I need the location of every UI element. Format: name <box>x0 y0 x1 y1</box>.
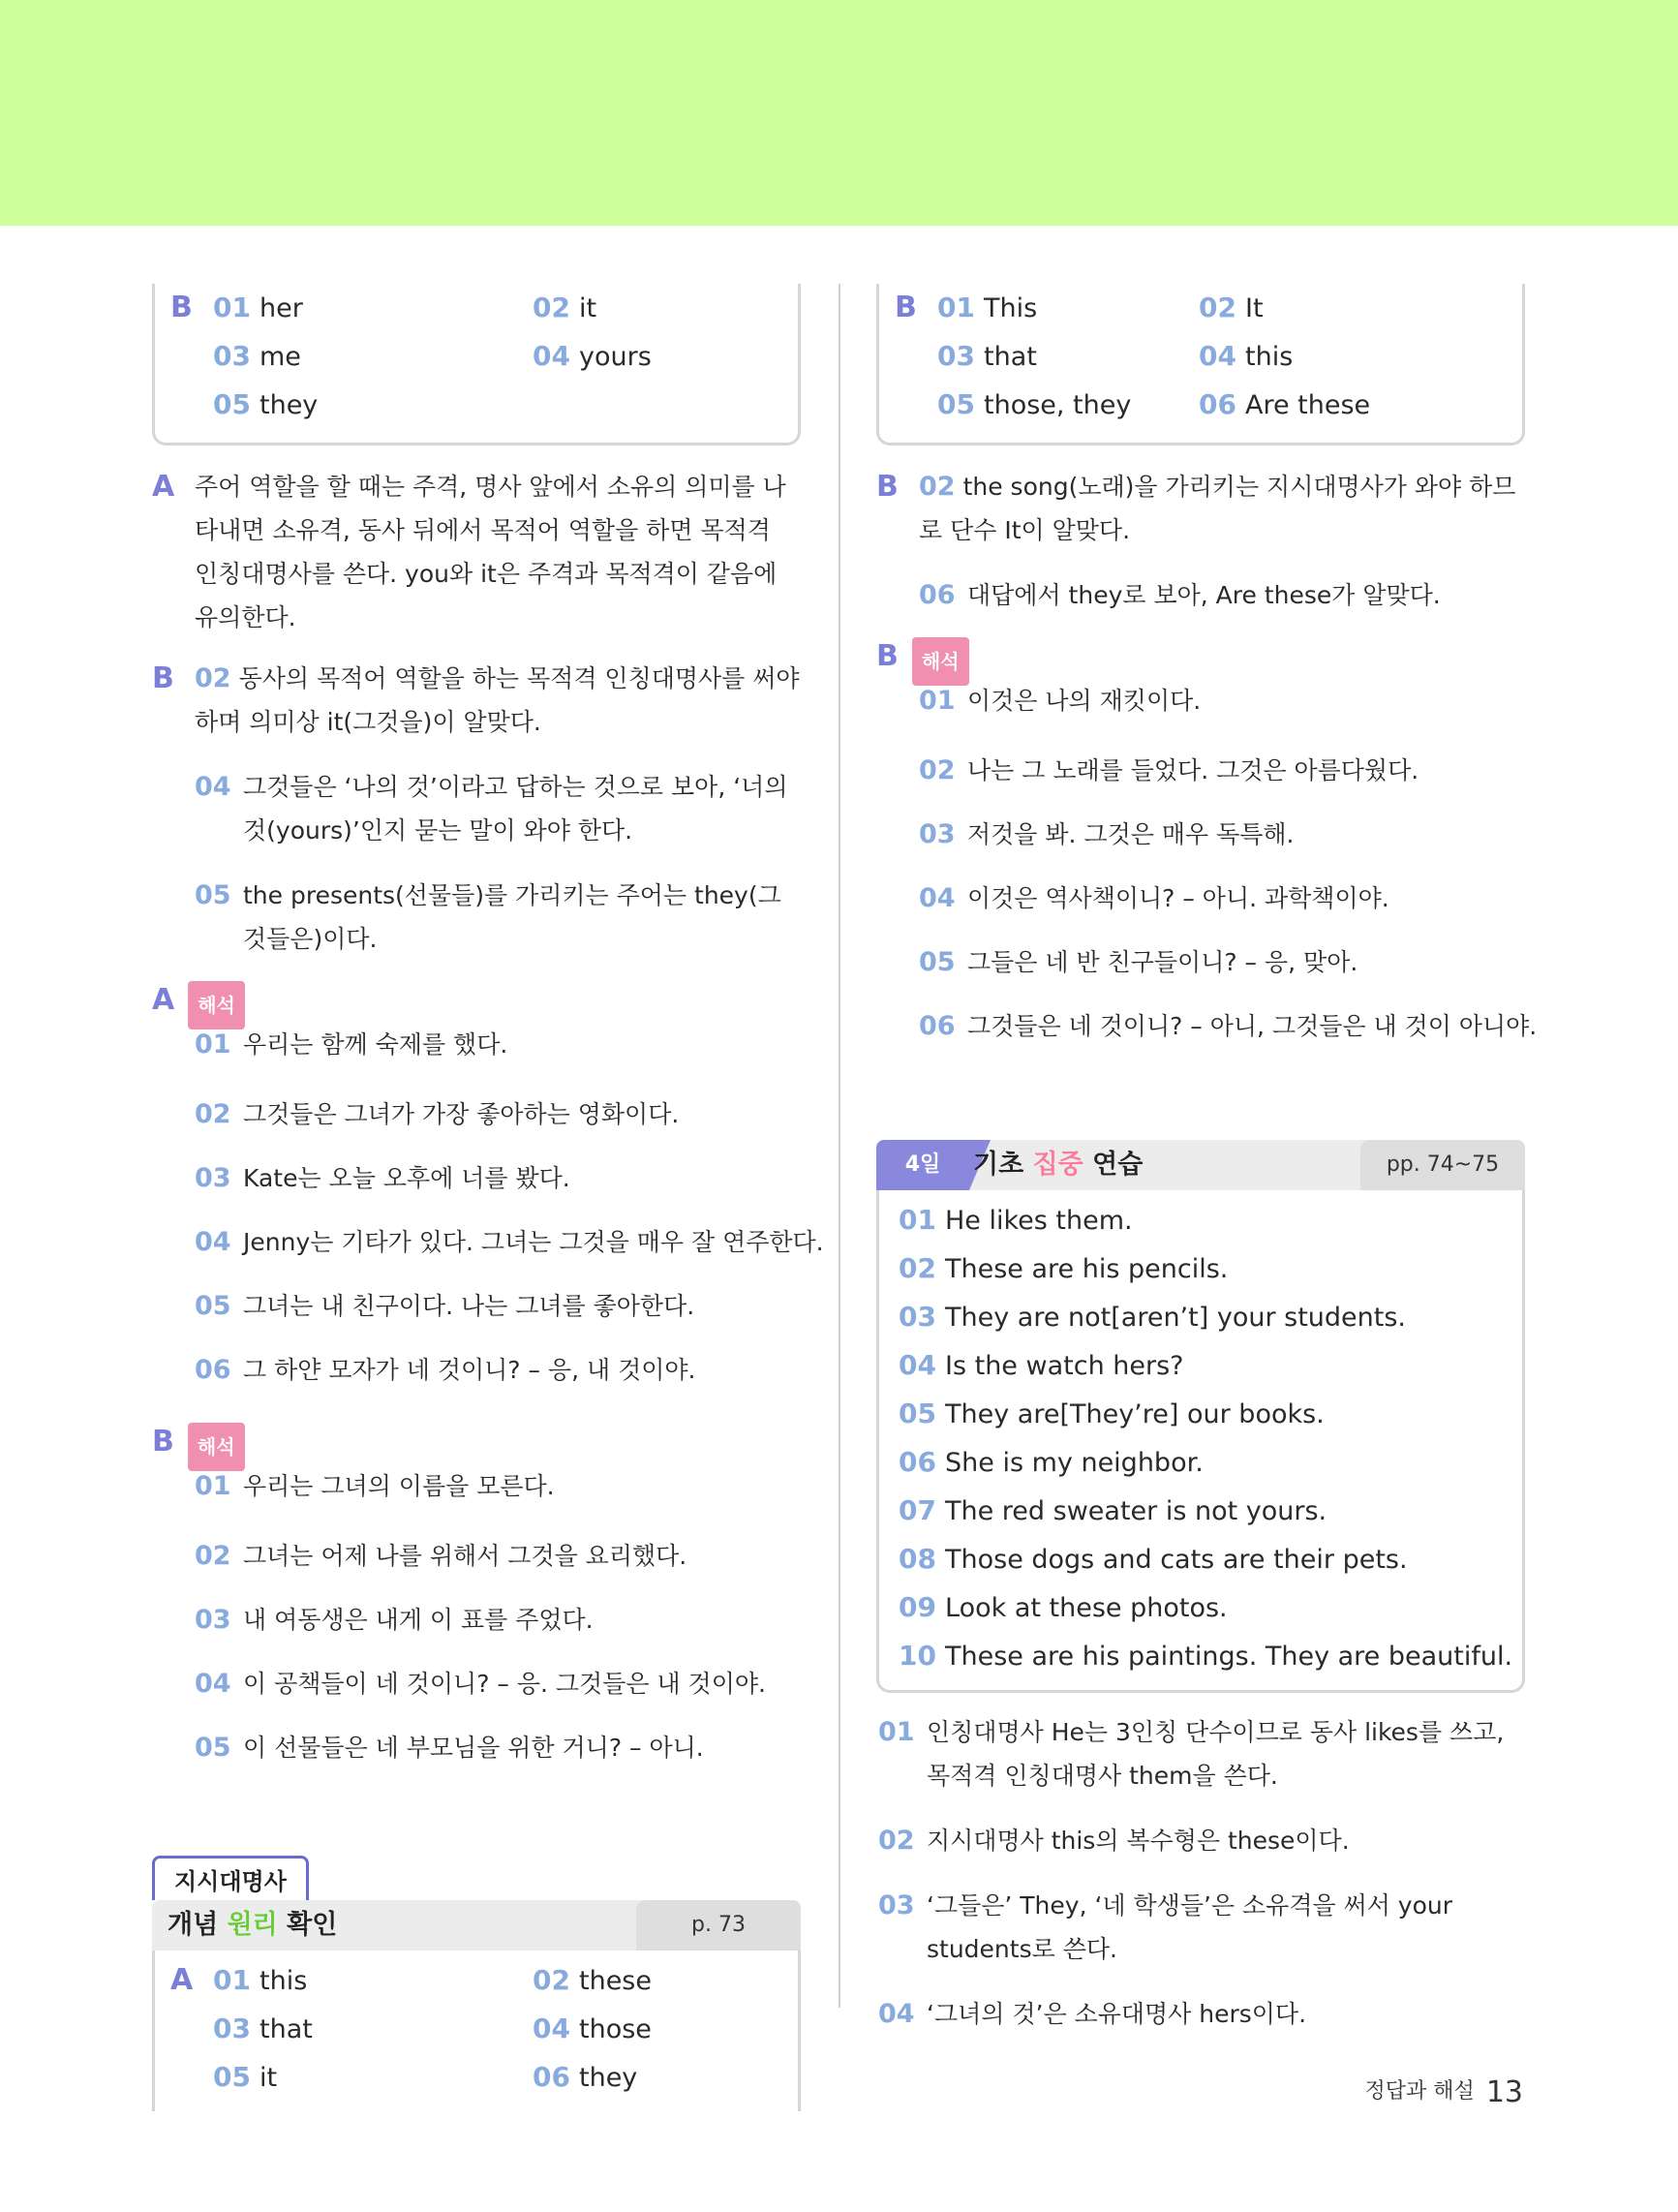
translation-item: 04 이 공책들이 네 것이니? – 응. 그것들은 내 것이야. <box>195 1669 766 1699</box>
translation-a-header: A 해석 <box>152 978 801 1023</box>
translation-tag: 해석 <box>912 637 969 686</box>
answer-item: 03 that <box>937 340 1037 372</box>
section-title: 기초 집중 연습 <box>973 1150 1144 1180</box>
answer-item: 01 This <box>937 292 1038 323</box>
translation-item: 03 Kate는 오늘 오후에 너를 봤다. <box>195 1163 570 1193</box>
translation-item: 06 그것들은 네 것이니? – 아니, 그것들은 내 것이 아니야. <box>919 1011 1538 1041</box>
translation-item: 05 그들은 네 반 친구들이니? – 응, 맞아. <box>919 947 1358 977</box>
column-divider <box>839 284 840 2008</box>
answer-item: 04 Is the watch hers? <box>899 1349 1184 1381</box>
answer-item: 05 it <box>213 2061 278 2093</box>
section-letter: B <box>170 291 193 324</box>
section-title: 개념 원리 확인 <box>168 1910 338 1940</box>
explanation-item: 06 대답에서 they로 보아, Are these가 알맞다. <box>919 580 1441 610</box>
section-header <box>876 1140 1525 1190</box>
answer-item: 06 Are these <box>1199 388 1371 420</box>
page-footer <box>1365 2074 1523 2109</box>
translation-tag: 해석 <box>188 981 245 1029</box>
translation-b-header: B 해석 <box>876 634 1525 679</box>
day-badge: 4일 <box>876 1140 969 1190</box>
left-b-answer-box <box>152 284 801 445</box>
answer-item: 03 They are not[aren’t] your students. <box>899 1301 1406 1333</box>
answer-item: 10 These are his paintings. They are beautiful. <box>899 1640 1513 1672</box>
translation-item: 01 우리는 함께 숙제를 했다. <box>195 1029 508 1060</box>
answer-item: 01 this <box>213 1964 308 1996</box>
translation-item: 05 그녀는 내 친구이다. 나는 그녀를 좋아한다. <box>195 1291 695 1321</box>
explanation-item: 03 ‘그들은’ They, ‘네 학생들’은 소유격을 써서 your students로 쓴다. <box>878 1890 1453 1963</box>
explanation-item: 04 ‘그녀의 것’은 소유대명사 hers이다. <box>878 1999 1307 2029</box>
explanation-item: 02 지시대명사 this의 복수형은 these이다. <box>878 1826 1350 1856</box>
explanation-item: 05 the presents(선물들)를 가리키는 주어는 they(그것들은)이다. <box>195 880 781 953</box>
translation-item: 03 저것을 봐. 그것은 매우 독특해. <box>919 819 1295 849</box>
practice-answer-box <box>876 1190 1525 1693</box>
translation-item: 01 우리는 그녀의 이름을 모른다. <box>195 1471 555 1501</box>
answer-item: 02 It <box>1199 292 1264 323</box>
answer-item: 09 Look at these photos. <box>899 1591 1228 1623</box>
explanation-a: A 주어 역할을 할 때는 주격, 명사 앞에서 소유의 의미를 나타내면 소유격, 동사 뒤에서 목적어 역할을 하면 목적격 인칭대명사를 쓴다. you와 it은 주격과 목적격이 같음에 유의한다. <box>152 470 786 631</box>
concept-check-section <box>152 1856 801 2111</box>
page-reference: p. 73 <box>636 1900 801 1951</box>
answer-item: 05 They are[They’re] our books. <box>899 1398 1325 1429</box>
answer-item: 02 These are his pencils. <box>899 1252 1229 1284</box>
answer-item: 01 her <box>213 292 303 323</box>
answer-item: 06 they <box>533 2061 638 2093</box>
answer-item: 03 that <box>213 2012 313 2044</box>
page-number: 13 <box>1485 2074 1523 2109</box>
translation-item: 04 이것은 역사책이니? – 아니. 과학책이야. <box>919 883 1389 913</box>
basic-practice-section <box>876 1140 1525 1693</box>
answer-item: 03 me <box>213 340 301 372</box>
answer-item: 05 they <box>213 388 319 420</box>
explanation-item: 04 그것들은 ‘나의 것’이라고 답하는 것으로 보아, ‘너의 것(yours)’인지 묻는 말이 와야 한다. <box>195 772 788 845</box>
answer-item: 04 those <box>533 2012 652 2044</box>
translation-item: 05 이 선물들은 네 부모님을 위한 거니? – 아니. <box>195 1733 704 1763</box>
answer-item: 07 The red sweater is not yours. <box>899 1494 1327 1526</box>
header-band <box>0 0 1678 226</box>
translation-item: 06 그 하얀 모자가 네 것이니? – 응, 내 것이야. <box>195 1355 696 1385</box>
footer-label: 정답과 해설 <box>1364 2079 1475 2104</box>
translation-item: 01 이것은 나의 재킷이다. <box>919 686 1202 716</box>
translation-item: 02 나는 그 노래를 들었다. 그것은 아름다웠다. <box>919 755 1419 785</box>
page-reference: pp. 74~75 <box>1360 1140 1525 1190</box>
concept-answer-box: A 01 this 02 these 03 that 04 those 05 it 06 they <box>152 1951 801 2111</box>
explanation-b: B 02 the song(노래)을 가리키는 지시대명사가 와야 하므로 단수 It이 알맞다. <box>876 470 1516 544</box>
answer-item: 02 these <box>533 1964 652 1996</box>
translation-tag: 해석 <box>188 1423 245 1471</box>
topic-tab: 지시대명사 <box>152 1856 309 1900</box>
translation-item: 03 내 여동생은 내게 이 표를 주었다. <box>195 1605 594 1635</box>
section-header <box>152 1900 801 1951</box>
answer-item: 02 it <box>533 292 597 323</box>
answer-item: 05 those, they <box>937 388 1132 420</box>
answer-item: 06 She is my neighbor. <box>899 1446 1204 1478</box>
explanation-item: 01 인칭대명사 He는 3인칭 단수이므로 동사 likes를 쓰고, 목적격 인칭대명사 them을 쓴다. <box>878 1717 1505 1790</box>
right-column <box>876 284 1538 2036</box>
answer-item: 04 this <box>1199 340 1294 372</box>
translation-item: 02 그것들은 그녀가 가장 좋아하는 영화이다. <box>195 1099 680 1129</box>
answer-item: 08 Those dogs and cats are their pets. <box>899 1543 1408 1575</box>
left-column <box>152 284 824 2111</box>
explanation-b: B 02 동사의 목적어 역할을 하는 목적격 인칭대명사를 써야 하며 의미상 it(그것을)이 알맞다. <box>152 661 800 736</box>
translation-item: 02 그녀는 어제 나를 위해서 그것을 요리했다. <box>195 1541 687 1571</box>
answer-item: 04 yours <box>533 340 652 372</box>
right-b-answer-box: B 01 This 02 It 03 that 04 this 05 those, they 06 Are these <box>876 284 1525 445</box>
answer-item: 01 He likes them. <box>899 1204 1133 1236</box>
translation-item: 04 Jenny는 기타가 있다. 그녀는 그것을 매우 잘 연주한다. <box>195 1227 824 1257</box>
translation-b-header: B 해석 <box>152 1420 801 1464</box>
